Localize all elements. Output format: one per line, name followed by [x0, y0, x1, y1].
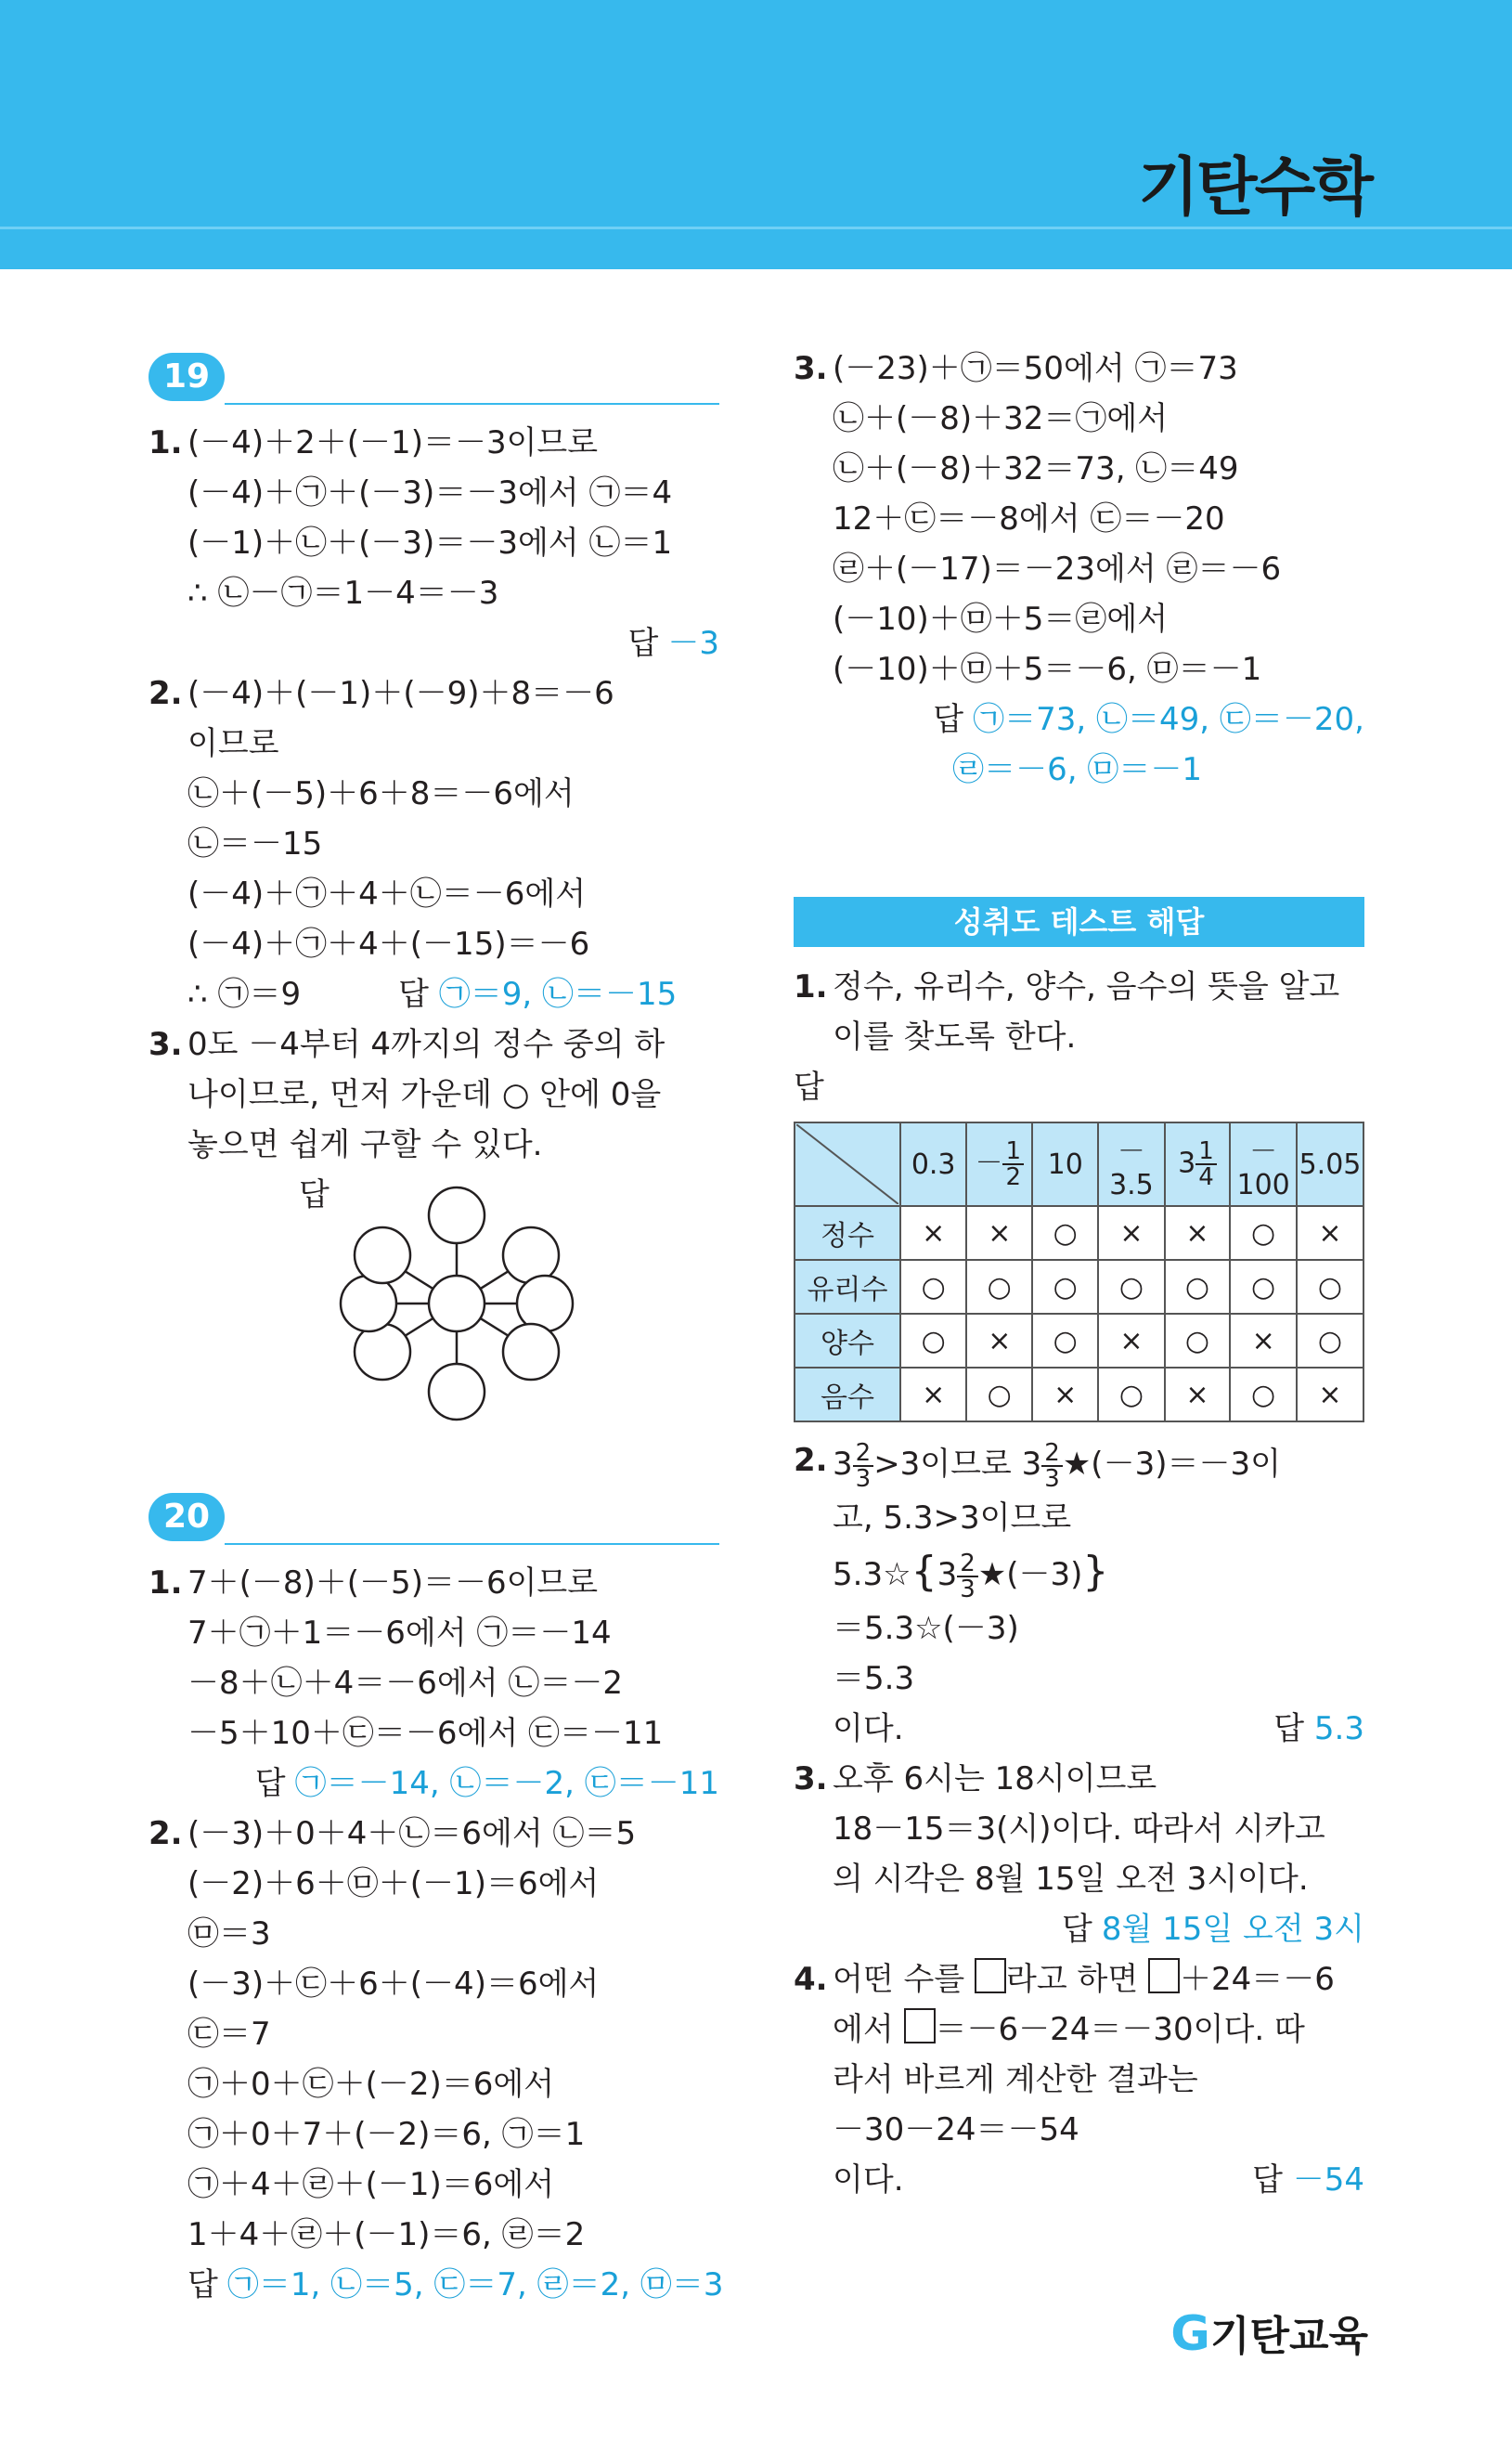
minus-sign: －: [975, 1147, 1003, 1180]
answer-label: 답: [1061, 1911, 1092, 1948]
solution-line: [833, 1543, 1364, 1603]
table-cell: ○: [900, 1260, 966, 1314]
fraction: [1195, 1139, 1217, 1189]
answer-value: ㉠＝－14, ㉡＝－2, ㉢＝－11: [294, 1765, 719, 1802]
answer-label: 답: [794, 1069, 824, 1106]
table-cell: ×: [1230, 1314, 1297, 1368]
answer-value: 8월 15일 오전 3시: [1101, 1911, 1364, 1948]
answer: [833, 1904, 1364, 1954]
table-cell: ○: [1098, 1260, 1164, 1314]
solution-line: (－4)＋㉠＋4＋㉡＝－6에서: [187, 876, 587, 913]
achievement-question-2: [794, 1435, 1364, 1754]
answer: [833, 694, 1364, 745]
solution-line: [833, 1704, 1364, 1754]
solution-line: 7＋㉠＋1＝－6에서 ㉠＝－14: [187, 1615, 612, 1652]
fraction-denominator: 2: [1005, 1163, 1022, 1191]
section-number-badge: 19: [149, 353, 225, 401]
solution-line: (－2)＋6＋㉤＋(－1)＝6에서: [187, 1865, 600, 1902]
row-header: 유리수: [795, 1260, 900, 1314]
solution-line: [833, 2155, 1364, 2205]
question-number: 1.: [149, 424, 183, 461]
table-header-cell: 0.3: [900, 1122, 966, 1206]
right-column: [794, 344, 1364, 2205]
diagram-circle: [355, 1227, 410, 1283]
solution-line: ㉠＋0＋㉢＋(－2)＝6에서: [187, 2066, 555, 2103]
solution-line: ㉡＝－15: [187, 825, 323, 863]
table-cell: ○: [1165, 1260, 1231, 1314]
table-cell: ○: [1032, 1260, 1098, 1314]
solution-line: 의 시각은 8월 15일 오전 3시이다.: [833, 1861, 1309, 1898]
solution-line: ＝5.3☆(－3): [833, 1610, 1019, 1647]
row-header: 양수: [795, 1314, 900, 1368]
table-cell: ×: [1098, 1206, 1164, 1260]
solution-line: ＝5.3: [833, 1660, 915, 1697]
solution-line: －30－24＝－54: [833, 2111, 1079, 2148]
solution-line: ㉤＝3: [187, 1915, 271, 1953]
answer-label: 답: [627, 625, 659, 662]
answer-label: 답: [1273, 1710, 1305, 1747]
answer-value: 5.3: [1313, 1710, 1364, 1747]
achievement-test-title: 성취도 테스트 해답: [794, 897, 1364, 947]
solution-line: ㉡＋(－8)＋32＝㉠에서: [833, 400, 1169, 437]
fraction: [957, 1551, 978, 1602]
answer: [187, 618, 719, 668]
table-row: [795, 1206, 1363, 1260]
fraction-denominator: 4: [1198, 1163, 1214, 1191]
answer-label: 답: [299, 1176, 330, 1213]
solution-line: 고, 5.3>3이므로: [833, 1499, 1072, 1537]
question-number: 2.: [149, 1815, 183, 1852]
section-19-header: [149, 344, 719, 418]
question-20-1: [149, 1558, 719, 1809]
brace-left: {: [911, 1548, 937, 1595]
fraction: [853, 1438, 874, 1493]
diagram-circle: [429, 1364, 485, 1420]
table-cell: ○: [1032, 1206, 1098, 1260]
solution-line: 라서 바르게 계산한 결과는: [833, 2061, 1198, 2098]
solution-line: ㉣＋(－17)＝－23에서 ㉣＝－6: [833, 551, 1282, 588]
question-number: 3.: [149, 1026, 183, 1063]
table-cell: ○: [900, 1314, 966, 1368]
section-divider: [225, 403, 719, 405]
solution-text: 5.3☆: [833, 1556, 911, 1593]
solution-line: 오후 6시는 18시이므로: [833, 1760, 1157, 1797]
solution-text: >3이므로 3: [873, 1446, 1042, 1483]
solution-line: －8＋㉡＋4＝－6에서 ㉡＝－2: [187, 1665, 624, 1702]
table-cell: ○: [1297, 1314, 1363, 1368]
solution-line: 12＋㉢＝－8에서 ㉢＝－20: [833, 500, 1225, 538]
solution-line: ㉢＝7: [187, 2016, 271, 2053]
section-divider: [225, 1543, 719, 1545]
diagram-circle: [503, 1227, 559, 1283]
achievement-question-4: [794, 1954, 1364, 2205]
left-column: [149, 344, 724, 2310]
answer-label: 답: [933, 701, 964, 738]
solution-line: (－10)＋㉤＋5＝㉣에서: [833, 601, 1169, 638]
brand-logo: 기탄수학: [1138, 151, 1371, 225]
solution-line: ㉡＋(－5)＋6＋8＝－6에서: [187, 775, 575, 812]
row-header: 정수: [795, 1206, 900, 1260]
answer-label: 답: [254, 1765, 286, 1802]
table-header-cell: －3.5: [1098, 1122, 1164, 1206]
answer-value: ㉠＝9, ㉡＝－15: [438, 976, 678, 1013]
table-cell: ○: [1230, 1368, 1297, 1421]
table-header-cell: 5.05: [1297, 1122, 1363, 1206]
whole-number: 3: [1178, 1147, 1196, 1180]
answer-value: ㉠＝73, ㉡＝49, ㉢＝－20,: [973, 701, 1364, 738]
brace-right: }: [1082, 1548, 1109, 1595]
solution-line: [833, 1954, 1364, 2004]
row-header: 음수: [795, 1368, 900, 1421]
fraction-numerator: 1: [1195, 1139, 1217, 1165]
question-19-2: [149, 668, 719, 1019]
solution-line: 18－15＝3(시)이다. 따라서 시카고: [833, 1810, 1325, 1848]
table-cell: ×: [1297, 1368, 1363, 1421]
solution-text: 에서: [833, 2011, 904, 2048]
diagram-circle: [517, 1276, 573, 1331]
table-cell: ×: [966, 1314, 1032, 1368]
solution-line: ∴ ㉡－㉠＝1－4＝－3: [187, 575, 499, 612]
table-row: [795, 1260, 1363, 1314]
table-corner: [795, 1122, 900, 1206]
answer-value: －54: [1292, 2161, 1364, 2199]
fraction-denominator: 3: [960, 1575, 976, 1603]
table-cell: ×: [1032, 1368, 1098, 1421]
section-number-badge: 20: [149, 1493, 225, 1541]
answer-label: 답: [1252, 2161, 1283, 2199]
diagram-circle: [503, 1324, 559, 1380]
table-cell: ○: [1297, 1260, 1363, 1314]
solution-line: ㉠＋4＋㉣＋(－1)＝6에서: [187, 2166, 555, 2203]
table-header-cell: 10: [1032, 1122, 1098, 1206]
diagram-center-circle: [429, 1276, 485, 1331]
table-cell: ×: [1165, 1206, 1231, 1260]
table-header-cell: [1165, 1122, 1231, 1206]
fraction-numerator: 2: [957, 1551, 978, 1577]
fraction-numerator: 2: [1041, 1441, 1063, 1467]
solution-line: (－4)＋(－1)＋(－9)＋8＝－6: [187, 675, 614, 712]
question-20-2: [149, 1809, 724, 2310]
solution-text: ＋24＝－6: [1180, 1961, 1335, 1998]
solution-line: 1＋4＋㉣＋(－1)＝6, ㉣＝2: [187, 2216, 586, 2253]
table-cell: ○: [1032, 1314, 1098, 1368]
solution-line: 이를 찾도록 한다.: [833, 1018, 1077, 1056]
page-header: [0, 0, 1512, 269]
solution-text: 라고 하면: [1006, 1961, 1148, 1998]
table-header-cell: [966, 1122, 1032, 1206]
diagram-circle: [341, 1276, 396, 1331]
diagram-circle: [355, 1324, 410, 1380]
fraction-numerator: 1: [1002, 1139, 1024, 1165]
question-19-4: [794, 344, 1364, 795]
solution-line: 나이므로, 먼저 가운데 ○ 안에 0을: [187, 1076, 662, 1113]
achievement-question-1: [794, 962, 1364, 1062]
solution-line: [187, 969, 719, 1019]
whole-number: 3: [937, 1556, 958, 1593]
answer-label: 답: [398, 976, 429, 1013]
table-cell: ×: [1098, 1314, 1164, 1368]
solution-line: ㉡＋(－8)＋32＝73, ㉡＝49: [833, 450, 1239, 487]
question-number: 4.: [794, 1961, 828, 1998]
solution-line: (－4)＋㉠＋(－3)＝－3에서 ㉠＝4: [187, 474, 673, 512]
logo-text: 기탄교육: [1209, 2313, 1368, 2360]
table-cell: ○: [1230, 1206, 1297, 1260]
solution-text: ★(－3)＝－3이: [1062, 1446, 1281, 1483]
question-19-3: [149, 1019, 719, 1428]
table-cell: ×: [1165, 1368, 1231, 1421]
solution-line: 7＋(－8)＋(－5)＝－6이므로: [187, 1564, 599, 1602]
solution-line: (－23)＋㉠＝50에서 ㉠＝73: [833, 350, 1238, 387]
solution-text: 이다.: [833, 1710, 904, 1747]
corner-diagonal: [796, 1124, 898, 1204]
table-header-cell: －100: [1230, 1122, 1297, 1206]
publisher-logo: [1170, 2303, 1368, 2362]
solution-text: ★(－3): [977, 1556, 1083, 1593]
table-header-row: [795, 1122, 1363, 1206]
blank-box: [1148, 1958, 1180, 1993]
table-cell: ○: [1098, 1368, 1164, 1421]
classification-table: [794, 1122, 1364, 1422]
solution-line: 0도 －4부터 4까지의 정수 중의 하: [187, 1026, 666, 1063]
answer: [187, 1758, 719, 1809]
table-cell: ○: [966, 1260, 1032, 1314]
table-cell: ×: [900, 1368, 966, 1421]
blank-box: [904, 2008, 936, 2043]
diagram-circle: [429, 1187, 485, 1243]
question-number: 3.: [794, 350, 828, 387]
solution-line: (－4)＋㉠＋4＋(－15)＝－6: [187, 926, 590, 963]
answer-value: －3: [667, 625, 719, 662]
answer: [187, 2260, 724, 2310]
solution-line: (－4)＋2＋(－1)＝－3이므로: [187, 424, 599, 461]
solution-line: (－3)＋㉢＋6＋(－4)＝6에서: [187, 1965, 600, 2003]
answer-continued: [833, 745, 1364, 795]
solution-line: ㉠＋0＋7＋(－2)＝6, ㉠＝1: [187, 2116, 586, 2153]
solution-line: 이므로: [187, 725, 279, 762]
solution-line: (－10)＋㉤＋5＝－6, ㉤＝－1: [833, 651, 1262, 688]
solution-text: 어떤 수를: [833, 1961, 975, 1998]
solution-line: [833, 1435, 1364, 1493]
question-number: 2.: [149, 675, 183, 712]
table-cell: ○: [1230, 1260, 1297, 1314]
answer-value: ㉠＝1, ㉡＝5, ㉢＝7, ㉣＝2, ㉤＝3: [226, 2266, 724, 2303]
achievement-question-3: [794, 1754, 1364, 1954]
fraction: [1041, 1438, 1063, 1493]
fraction: [1002, 1139, 1024, 1189]
question-number: 1.: [794, 968, 828, 1005]
question-number: 2.: [794, 1442, 828, 1479]
logo-mark: G: [1170, 2306, 1210, 2362]
fraction-denominator: 3: [855, 1464, 872, 1493]
table-row: [795, 1368, 1363, 1421]
solution-line: [833, 2004, 1364, 2055]
question-number: 1.: [149, 1564, 183, 1602]
section-20-header: [149, 1484, 719, 1558]
solution-line: (－3)＋0＋4＋㉡＝6에서 ㉡＝5: [187, 1815, 637, 1852]
solution-line: －5＋10＋㉢＝－6에서 ㉢＝－11: [187, 1715, 664, 1752]
answer-value: ㉣＝－6, ㉤＝－1: [952, 751, 1202, 788]
solution-line: (－1)＋㉡＋(－3)＝－3에서 ㉡＝1: [187, 525, 673, 562]
solution-text: ＝－6－24＝－30이다. 따: [935, 2011, 1305, 2048]
table-cell: ×: [1297, 1206, 1363, 1260]
table-cell: ○: [966, 1368, 1032, 1421]
whole-number: 3: [833, 1446, 853, 1483]
solution-text: ∴ ㉠＝9: [187, 976, 302, 1013]
table-cell: ×: [966, 1206, 1032, 1260]
table-cell: ○: [1165, 1314, 1231, 1368]
table-row: [795, 1314, 1363, 1368]
solution-line: 놓으면 쉽게 구할 수 있다.: [187, 1126, 543, 1163]
answer-label: 답: [187, 2266, 218, 2303]
fraction-denominator: 3: [1044, 1464, 1060, 1493]
fraction-numerator: 2: [853, 1441, 874, 1467]
question-number: 3.: [794, 1760, 828, 1797]
solution-text: 이다.: [833, 2161, 904, 2199]
table-cell: ×: [900, 1206, 966, 1260]
blank-box: [975, 1958, 1006, 1993]
solution-line: 정수, 유리수, 양수, 음수의 뜻을 알고: [833, 968, 1340, 1005]
question-19-1: [149, 418, 719, 668]
circle-diagram: [336, 1183, 577, 1424]
